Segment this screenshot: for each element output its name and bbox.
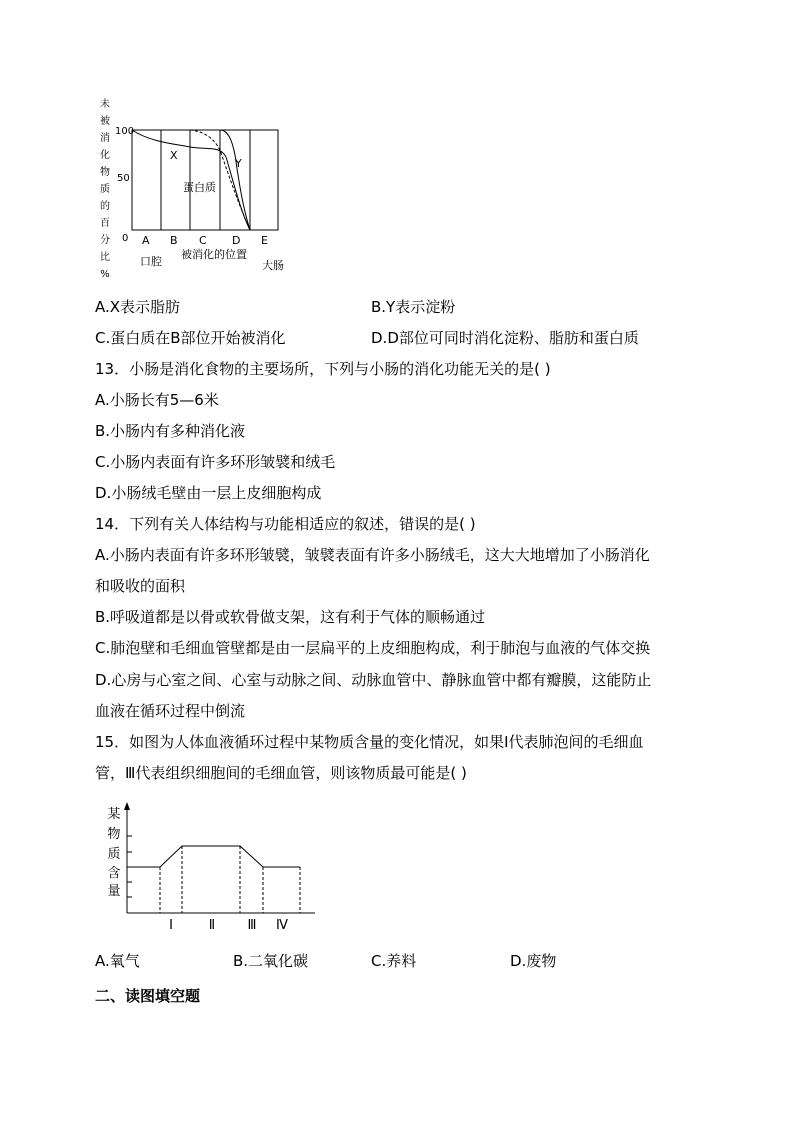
chart1-section-a: A bbox=[142, 234, 150, 247]
q13-stem: 13．小肠是消化食物的主要场所，下列与小肠的消化功能无关的是( ) bbox=[95, 360, 551, 378]
q15-stem: 15．如图为人体血液循环过程中某物质含量的变化情况，如果Ⅰ代表肺泡间的毛细血 bbox=[95, 733, 644, 751]
chart2-xlabel-2: Ⅱ bbox=[208, 918, 216, 933]
q14-option-a: A.小肠内表面有许多环形皱襞，皱襞表面有许多小肠绒毛，这大大地增加了小肠消化 bbox=[95, 546, 650, 564]
chart1-ylabel-char: 质 bbox=[100, 184, 110, 195]
chart1-frame bbox=[132, 130, 278, 230]
chart2-xlabel-4: Ⅳ bbox=[276, 918, 288, 933]
q13-option-a: A.小肠长有5—6米 bbox=[95, 391, 219, 409]
curve-y-label: Y bbox=[235, 157, 242, 170]
section-heading: 二、读图填空题 bbox=[95, 987, 201, 1005]
chart2-xlabel-1: Ⅰ bbox=[169, 918, 173, 933]
chart1-ytick-50: 50 bbox=[117, 173, 130, 184]
chart1-section-b: B bbox=[170, 234, 178, 247]
digestion-chart bbox=[95, 95, 305, 290]
chart2-xlabel-3: Ⅲ bbox=[247, 918, 257, 933]
chart2-ylabel-char: 物 bbox=[107, 827, 121, 842]
q15-option-b: B.二氧化碳 bbox=[233, 952, 309, 970]
q14-option-d-cont: 血液在循环过程中倒流 bbox=[95, 702, 246, 720]
q13-option-c: C.小肠内表面有许多环形皱襞和绒毛 bbox=[95, 453, 336, 471]
chart1-ylabel-char: 被 bbox=[100, 116, 110, 127]
chart1-label-mouth: 口腔 bbox=[140, 255, 162, 268]
q14-option-a-cont: 和吸收的面积 bbox=[95, 577, 186, 595]
q14-option-d: D.心房与心室之间、心室与动脉之间、动脉血管中、静脉血管中都有瓣膜，这能防止 bbox=[95, 671, 652, 689]
q12-option-c: C.蛋白质在B部位开始被消化 bbox=[95, 329, 286, 347]
chart2-ylabel-char: 量 bbox=[107, 884, 121, 899]
chart1-ytick-0: 0 bbox=[122, 233, 129, 244]
chart1-section-d: D bbox=[232, 234, 241, 247]
curve-protein-label: 蛋白质 bbox=[183, 181, 216, 194]
curve-x-label: X bbox=[170, 149, 178, 162]
chart1-ylabel-char: 比 bbox=[100, 252, 110, 263]
chart1-ylabel-char: 的 bbox=[100, 201, 110, 212]
q14-stem: 14．下列有关人体结构与功能相适应的叙述，错误的是( ) bbox=[95, 515, 476, 533]
q15-option-c: C.养料 bbox=[371, 952, 417, 970]
chart2-ylabel-char: 质 bbox=[107, 847, 121, 862]
chart1-ylabel-char: 消 bbox=[100, 133, 110, 144]
chart1-ylabel bbox=[100, 97, 110, 280]
chart1-section-e: E bbox=[261, 234, 268, 247]
q13-option-d: D.小肠绒毛壁由一层上皮细胞构成 bbox=[95, 484, 322, 502]
chart1-ylabel-char: 未 bbox=[100, 99, 110, 110]
chart2-ylabel bbox=[107, 807, 120, 899]
q15-option-a: A.氧气 bbox=[95, 952, 140, 970]
q12-option-d: D.D部位可同时消化淀粉、脂肪和蛋白质 bbox=[371, 329, 639, 347]
chart1-ylabel-char: 百 bbox=[100, 218, 110, 229]
chart1-ylabel-char: 分 bbox=[100, 235, 110, 246]
chart1-section-c: C bbox=[199, 234, 207, 247]
chart2-ylabel-char: 含 bbox=[107, 866, 121, 881]
q15-option-d: D.废物 bbox=[510, 952, 557, 970]
q13-option-b: B.小肠内有多种消化液 bbox=[95, 422, 246, 440]
chart2-ylabel-char: 某 bbox=[107, 807, 121, 822]
chart1-ylabel-char: 化 bbox=[100, 150, 110, 161]
q15-stem-cont: 管，Ⅲ代表组织细胞间的毛细血管，则该物质最可能是( ) bbox=[95, 764, 467, 782]
q14-option-b: B.呼吸道都是以骨或软骨做支架，这有利于气体的顺畅通过 bbox=[95, 608, 486, 626]
chart1-label-large-intestine: 大肠 bbox=[262, 259, 284, 272]
q14-option-c: C.肺泡壁和毛细血管壁都是由一层扁平的上皮细胞构成，利于肺泡与血液的气体交换 bbox=[95, 639, 651, 657]
chart1-label-position: 被消化的位置 bbox=[181, 248, 247, 261]
chart1-ylabel-char: 物 bbox=[100, 167, 110, 178]
q12-option-b: B.Y表示淀粉 bbox=[371, 298, 456, 316]
chart2-y-arrow bbox=[124, 802, 130, 810]
substance-content-chart bbox=[100, 800, 320, 940]
q12-option-a: A.X表示脂肪 bbox=[95, 298, 181, 316]
chart1-ytick-100: 100 bbox=[115, 126, 135, 137]
chart2-content-line bbox=[127, 846, 300, 867]
chart1-ylabel-char: % bbox=[100, 269, 110, 280]
